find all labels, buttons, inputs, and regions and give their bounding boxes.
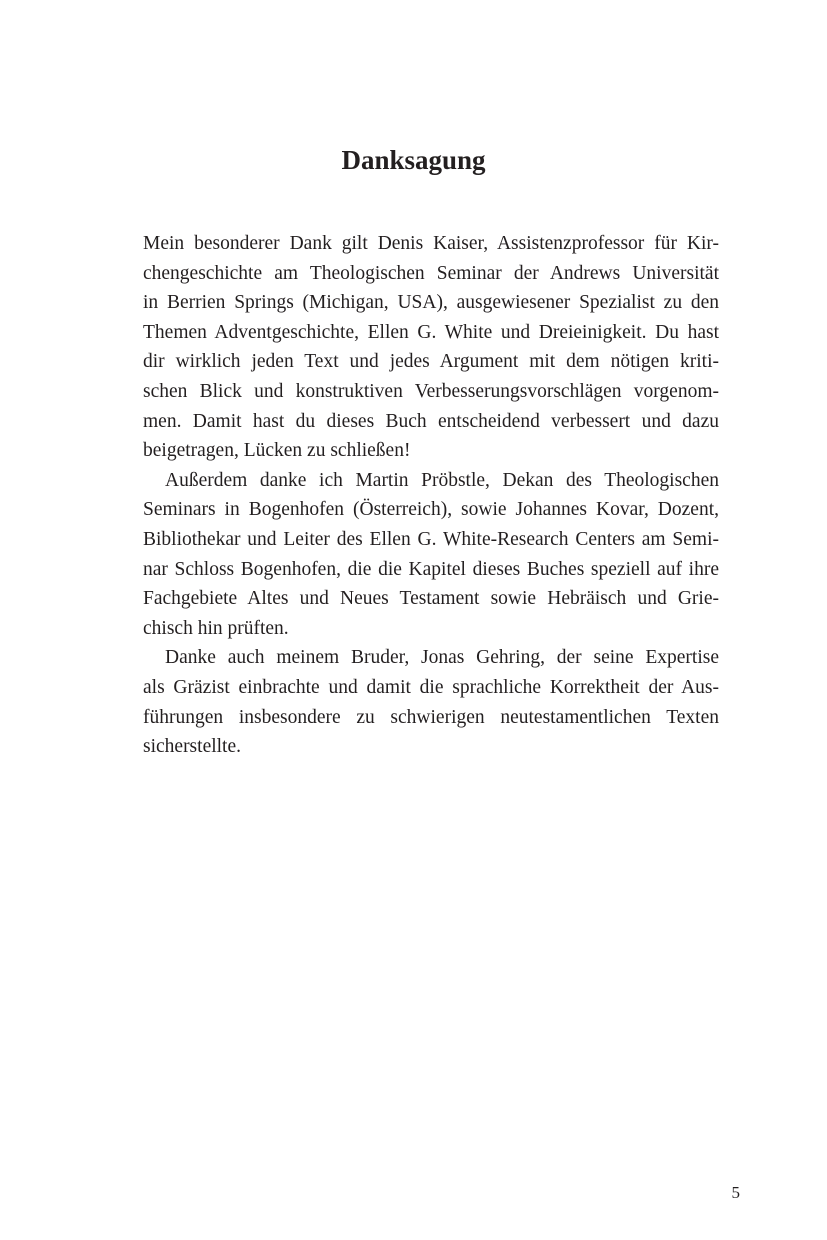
text-line: Bibliothekar und Leiter des Ellen G. White-Research Centers am Semi- xyxy=(143,529,719,550)
text-line: nar Schloss Bogenhofen, die die Kapitel dieses Buches speziell auf ihre xyxy=(143,558,719,580)
text-line: men. Damit hast du dieses Buch entscheidend verbessert und dazu xyxy=(143,410,719,432)
text-line: Fachgebiete Altes und Neues Testament sowie Hebräisch und Grie- xyxy=(143,588,719,610)
text-line: beigetragen, Lücken zu schließen! xyxy=(143,440,411,462)
text-line: chisch hin prüften. xyxy=(143,617,289,639)
text-line: chengeschichte am Theologischen Seminar der Andrews Universität xyxy=(143,262,719,284)
text-line: führungen insbesondere zu schwierigen neutestamentlichen Texten xyxy=(143,706,719,728)
text-line: in Berrien Springs (Michigan, USA), ausgewiesener Spezialist zu den xyxy=(143,292,719,314)
text-line: Themen Adventgeschichte, Ellen G. White und Dreieinigkeit. Du hast xyxy=(143,321,719,343)
text-line: Danke auch meinem Bruder, Jonas Gehring, der seine Expertise xyxy=(165,647,719,669)
page-title: Danksagung xyxy=(341,145,486,175)
page-number: 5 xyxy=(731,1183,740,1202)
text-line: Außerdem danke ich Martin Pröbstle, Dekan des Theologischen xyxy=(165,469,719,491)
text-line: Seminars in Bogenhofen (Österreich), sowie Johannes Kovar, Dozent, xyxy=(143,499,719,521)
text-line: Mein besonderer Dank gilt Denis Kaiser, Assistenzprofessor für Kir- xyxy=(143,233,719,254)
text-line: als Gräzist einbrachte und damit die sprachliche Korrektheit der Aus- xyxy=(143,677,719,698)
text-line: dir wirklich jeden Text und jedes Argument mit dem nötigen kriti- xyxy=(143,351,719,373)
text-line: schen Blick und konstruktiven Verbesserungsvorschlägen vorgenom- xyxy=(143,381,719,402)
text-line: sicherstellte. xyxy=(143,736,242,758)
